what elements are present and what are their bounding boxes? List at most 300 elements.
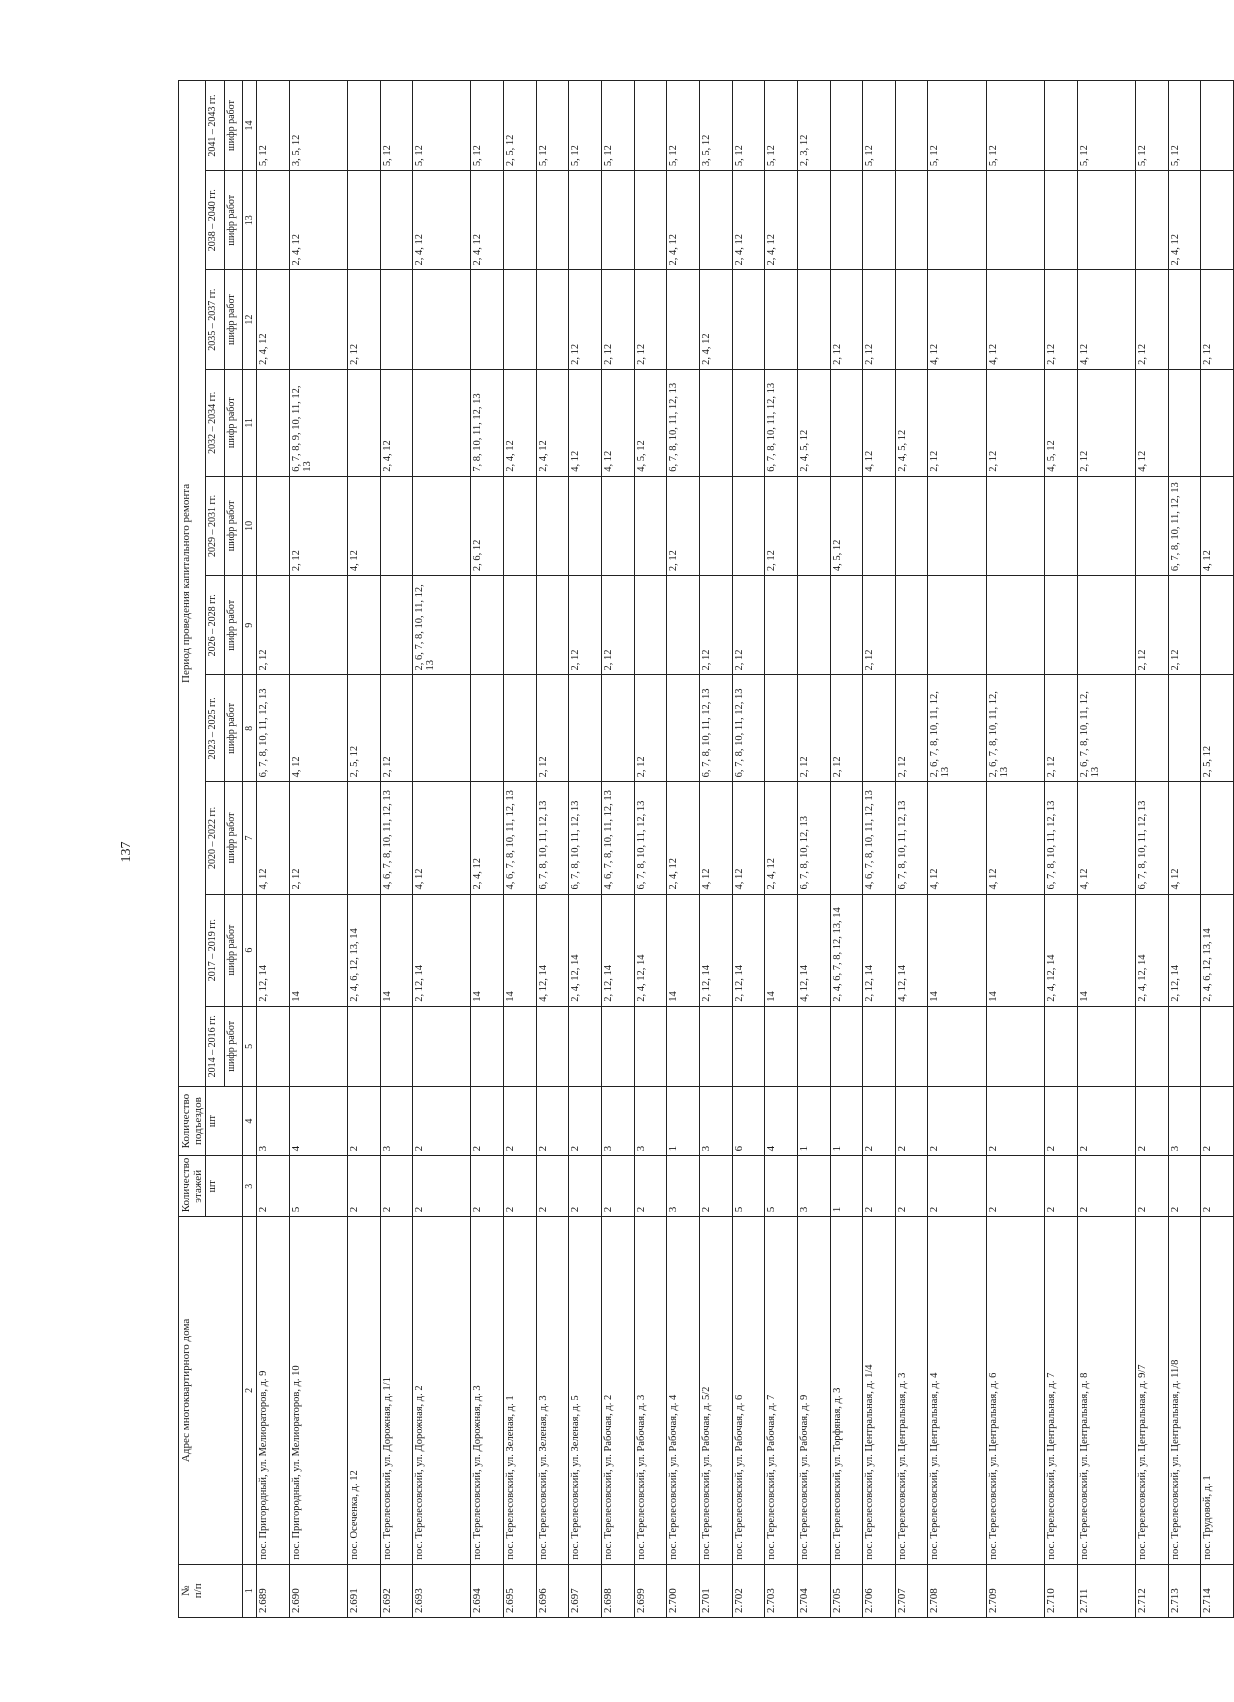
cell-works-2029-2031: 2, 12 xyxy=(289,476,347,575)
cell-floors: 2 xyxy=(699,1156,732,1217)
cell-works-2038-2040: 2, 4, 12 xyxy=(765,171,798,270)
cell-works-2032-2034: 4, 12 xyxy=(602,369,635,476)
cell-works-2014-2016 xyxy=(928,1006,986,1086)
cell-floors: 5 xyxy=(732,1156,765,1217)
cell-floors: 2 xyxy=(895,1156,928,1217)
cell-floors: 2 xyxy=(1201,1156,1234,1217)
header-work-code: шифр работ xyxy=(225,782,243,894)
cell-entrances: 6 xyxy=(732,1086,765,1155)
table-row xyxy=(504,81,537,1618)
column-number: 8 xyxy=(243,675,257,782)
cell-number: 2.702 xyxy=(732,1564,765,1617)
cell-number: 2.710 xyxy=(1045,1564,1078,1617)
cell-works-2041-2043: 5, 12 xyxy=(765,81,798,171)
cell-works-2035-2037 xyxy=(289,270,347,369)
cell-works-2017-2019: 2, 12, 14 xyxy=(732,894,765,1006)
cell-works-2023-2025 xyxy=(569,675,602,782)
cell-works-2023-2025: 2, 6, 7, 8, 10, 11, 12, 13 xyxy=(1077,675,1135,782)
cell-number: 2.693 xyxy=(413,1564,471,1617)
cell-works-2023-2025 xyxy=(765,675,798,782)
cell-works-2041-2043: 5, 12 xyxy=(471,81,504,171)
header-period-year: 2035 – 2037 гг. xyxy=(206,270,225,369)
cell-works-2026-2028 xyxy=(289,576,347,675)
cell-works-2041-2043: 2, 3, 12 xyxy=(797,81,830,171)
cell-works-2020-2022: 4, 6, 7, 8, 10, 11, 12, 13 xyxy=(602,782,635,894)
cell-entrances: 1 xyxy=(667,1086,700,1155)
cell-works-2017-2019: 2, 12, 14 xyxy=(699,894,732,1006)
header-entrances: Количество подъездов xyxy=(179,1086,206,1155)
header-period-year: 2032 – 2034 гг. xyxy=(206,369,225,476)
header-work-code: шифр работ xyxy=(225,81,243,171)
cell-works-2017-2019: 14 xyxy=(380,894,413,1006)
header-no: № п/п xyxy=(179,1564,243,1617)
cell-works-2029-2031 xyxy=(863,476,896,575)
cell-works-2014-2016 xyxy=(471,1006,504,1086)
cell-works-2023-2025: 2, 12 xyxy=(895,675,928,782)
cell-address: пос. Терелесовский, ул. Зеленая, д. 3 xyxy=(536,1217,569,1564)
cell-works-2017-2019: 14 xyxy=(1077,894,1135,1006)
cell-works-2029-2031 xyxy=(602,476,635,575)
cell-address: пос. Терелесовский, ул. Рабочая, д. 5/2 xyxy=(699,1217,732,1564)
cell-works-2029-2031 xyxy=(504,476,537,575)
cell-works-2023-2025: 2, 6, 7, 8, 10, 11, 12, 13 xyxy=(986,675,1044,782)
cell-works-2032-2034: 2, 12 xyxy=(928,369,986,476)
header-work-code: шифр работ xyxy=(225,576,243,675)
cell-works-2035-2037: 2, 12 xyxy=(863,270,896,369)
cell-works-2041-2043: 5, 12 xyxy=(413,81,471,171)
cell-address: пос. Трудовой, д. 1 xyxy=(1201,1217,1234,1564)
header-unit-floors: шт xyxy=(206,1156,243,1217)
cell-works-2032-2034: 2, 4, 12 xyxy=(504,369,537,476)
cell-works-2032-2034 xyxy=(699,369,732,476)
cell-entrances: 1 xyxy=(797,1086,830,1155)
cell-address: пос. Терелесовский, ул. Дорожная, д. 1/1 xyxy=(380,1217,413,1564)
cell-works-2023-2025 xyxy=(667,675,700,782)
cell-address: пос. Терелесовский, ул. Рабочая, д. 2 xyxy=(602,1217,635,1564)
cell-works-2017-2019: 2, 12, 14 xyxy=(1168,894,1201,1006)
cell-works-2041-2043 xyxy=(347,81,380,171)
cell-floors: 2 xyxy=(602,1156,635,1217)
cell-works-2020-2022: 6, 7, 8, 10, 11, 12, 13 xyxy=(634,782,667,894)
cell-entrances: 2 xyxy=(986,1086,1044,1155)
cell-works-2038-2040: 2, 4, 12 xyxy=(732,171,765,270)
cell-works-2020-2022: 4, 12 xyxy=(699,782,732,894)
cell-works-2035-2037: 2, 12 xyxy=(634,270,667,369)
cell-works-2014-2016 xyxy=(289,1006,347,1086)
cell-works-2020-2022: 2, 12 xyxy=(289,782,347,894)
cell-works-2038-2040 xyxy=(863,171,896,270)
cell-works-2041-2043 xyxy=(1201,81,1234,171)
cell-works-2023-2025 xyxy=(1135,675,1168,782)
cell-address: пос. Терелесовский, ул. Зеленая, д. 5 xyxy=(569,1217,602,1564)
table-row xyxy=(895,81,928,1618)
cell-entrances: 3 xyxy=(380,1086,413,1155)
cell-works-2041-2043: 2, 5, 12 xyxy=(504,81,537,171)
cell-floors: 2 xyxy=(1168,1156,1201,1217)
cell-works-2020-2022: 2, 4, 12 xyxy=(765,782,798,894)
cell-number: 2.708 xyxy=(928,1564,986,1617)
table-row xyxy=(1168,81,1201,1618)
column-number: 2 xyxy=(243,1217,257,1564)
cell-works-2014-2016 xyxy=(602,1006,635,1086)
cell-works-2029-2031: 2, 6, 12 xyxy=(471,476,504,575)
cell-works-2026-2028 xyxy=(536,576,569,675)
cell-works-2029-2031 xyxy=(797,476,830,575)
rotated-table-wrapper xyxy=(178,80,1234,1618)
table-row xyxy=(471,81,504,1618)
cell-works-2020-2022: 2, 4, 12 xyxy=(667,782,700,894)
cell-works-2017-2019: 4, 12, 14 xyxy=(797,894,830,1006)
table-row xyxy=(257,81,290,1618)
cell-works-2041-2043: 5, 12 xyxy=(569,81,602,171)
column-number: 7 xyxy=(243,782,257,894)
cell-works-2038-2040 xyxy=(797,171,830,270)
cell-works-2038-2040 xyxy=(1045,171,1078,270)
column-number: 3 xyxy=(243,1156,257,1217)
column-number: 10 xyxy=(243,476,257,575)
cell-works-2023-2025: 2, 12 xyxy=(536,675,569,782)
cell-address: пос. Терелесовский, ул. Центральная, д. 11/8 xyxy=(1168,1217,1201,1564)
column-number: 4 xyxy=(243,1086,257,1155)
header-period-year: 2041 – 2043 гг. xyxy=(206,81,225,171)
cell-works-2014-2016 xyxy=(1168,1006,1201,1086)
cell-number: 2.697 xyxy=(569,1564,602,1617)
cell-works-2029-2031 xyxy=(895,476,928,575)
cell-works-2038-2040 xyxy=(602,171,635,270)
cell-works-2035-2037 xyxy=(504,270,537,369)
cell-number: 2.694 xyxy=(471,1564,504,1617)
header-period-year: 2017 – 2019 гг. xyxy=(206,894,225,1006)
header-work-code: шифр работ xyxy=(225,894,243,1006)
table-row xyxy=(699,81,732,1618)
cell-works-2032-2034: 2, 4, 5, 12 xyxy=(797,369,830,476)
cell-works-2014-2016 xyxy=(895,1006,928,1086)
header-period-year: 2026 – 2028 гг. xyxy=(206,576,225,675)
capital-repair-table xyxy=(178,80,1234,1618)
cell-works-2035-2037 xyxy=(471,270,504,369)
cell-works-2017-2019: 14 xyxy=(289,894,347,1006)
cell-address: пос. Терелесовский, ул. Рабочая, д. 9 xyxy=(797,1217,830,1564)
cell-works-2026-2028 xyxy=(895,576,928,675)
cell-works-2014-2016 xyxy=(1201,1006,1234,1086)
cell-floors: 2 xyxy=(928,1156,986,1217)
page-number: 137 xyxy=(119,841,134,863)
cell-works-2020-2022: 6, 7, 8, 10, 11, 12, 13 xyxy=(1135,782,1168,894)
cell-works-2029-2031: 6, 7, 8, 10, 11, 12, 13 xyxy=(1168,476,1201,575)
cell-works-2023-2025: 2, 12 xyxy=(1045,675,1078,782)
table-row xyxy=(289,81,347,1618)
cell-works-2032-2034 xyxy=(347,369,380,476)
cell-works-2035-2037 xyxy=(895,270,928,369)
cell-number: 2.713 xyxy=(1168,1564,1201,1617)
cell-works-2029-2031 xyxy=(928,476,986,575)
cell-works-2020-2022: 6, 7, 8, 10, 12, 13 xyxy=(797,782,830,894)
cell-number: 2.700 xyxy=(667,1564,700,1617)
cell-works-2020-2022 xyxy=(830,782,863,894)
column-number: 5 xyxy=(243,1006,257,1086)
cell-works-2020-2022: 4, 12 xyxy=(257,782,290,894)
column-number: 13 xyxy=(243,171,257,270)
cell-works-2023-2025 xyxy=(413,675,471,782)
cell-works-2014-2016 xyxy=(765,1006,798,1086)
cell-works-2035-2037: 2, 12 xyxy=(347,270,380,369)
cell-works-2032-2034: 2, 12 xyxy=(1077,369,1135,476)
cell-number: 2.691 xyxy=(347,1564,380,1617)
cell-works-2032-2034: 4, 5, 12 xyxy=(1045,369,1078,476)
cell-entrances: 3 xyxy=(699,1086,732,1155)
cell-works-2014-2016 xyxy=(732,1006,765,1086)
cell-works-2041-2043 xyxy=(1045,81,1078,171)
cell-number: 2.707 xyxy=(895,1564,928,1617)
cell-address: пос. Терелесовский, ул. Дорожная, д. 3 xyxy=(471,1217,504,1564)
cell-works-2038-2040: 2, 4, 12 xyxy=(471,171,504,270)
cell-works-2029-2031 xyxy=(1135,476,1168,575)
cell-works-2026-2028 xyxy=(667,576,700,675)
cell-floors: 3 xyxy=(667,1156,700,1217)
table-row xyxy=(380,81,413,1618)
cell-works-2038-2040: 2, 4, 12 xyxy=(413,171,471,270)
cell-works-2038-2040: 2, 4, 12 xyxy=(289,171,347,270)
header-work-code: шифр работ xyxy=(225,369,243,476)
cell-works-2017-2019: 2, 12, 14 xyxy=(602,894,635,1006)
cell-number: 2.714 xyxy=(1201,1564,1234,1617)
cell-works-2035-2037: 2, 12 xyxy=(830,270,863,369)
header-floors: Количество этажей xyxy=(179,1156,206,1217)
cell-number: 2.698 xyxy=(602,1564,635,1617)
cell-works-2017-2019: 14 xyxy=(504,894,537,1006)
cell-address: пос. Пригородный, ул. Мелиораторов, д. 9 xyxy=(257,1217,290,1564)
header-unit-entrances: шт xyxy=(206,1086,243,1155)
cell-address: пос. Терелесовский, ул. Торфяная, д. 3 xyxy=(830,1217,863,1564)
cell-works-2014-2016 xyxy=(380,1006,413,1086)
cell-floors: 2 xyxy=(569,1156,602,1217)
cell-entrances: 2 xyxy=(1135,1086,1168,1155)
cell-works-2032-2034: 6, 7, 8, 9, 10, 11, 12, 13 xyxy=(289,369,347,476)
cell-works-2041-2043: 3, 5, 12 xyxy=(699,81,732,171)
cell-works-2017-2019: 2, 4, 6, 12, 13, 14 xyxy=(347,894,380,1006)
cell-works-2029-2031: 4, 12 xyxy=(347,476,380,575)
table-row xyxy=(536,81,569,1618)
cell-floors: 2 xyxy=(380,1156,413,1217)
table-row xyxy=(634,81,667,1618)
cell-works-2026-2028 xyxy=(634,576,667,675)
cell-works-2041-2043: 5, 12 xyxy=(1135,81,1168,171)
cell-address: пос. Терелесовский, ул. Зеленая, д. 1 xyxy=(504,1217,537,1564)
cell-entrances: 2 xyxy=(1077,1086,1135,1155)
cell-works-2041-2043: 5, 12 xyxy=(1168,81,1201,171)
cell-works-2014-2016 xyxy=(797,1006,830,1086)
cell-works-2038-2040 xyxy=(1077,171,1135,270)
cell-works-2017-2019: 2, 4, 12, 14 xyxy=(1135,894,1168,1006)
cell-works-2029-2031 xyxy=(380,476,413,575)
cell-works-2041-2043: 5, 12 xyxy=(536,81,569,171)
cell-works-2023-2025: 2, 12 xyxy=(830,675,863,782)
cell-works-2014-2016 xyxy=(536,1006,569,1086)
cell-works-2032-2034: 4, 5, 12 xyxy=(634,369,667,476)
cell-floors: 2 xyxy=(986,1156,1044,1217)
cell-works-2032-2034: 6, 7, 8, 10, 11, 12, 13 xyxy=(667,369,700,476)
cell-works-2029-2031: 2, 12 xyxy=(765,476,798,575)
cell-number: 2.692 xyxy=(380,1564,413,1617)
table-row xyxy=(1045,81,1078,1618)
cell-works-2020-2022 xyxy=(347,782,380,894)
cell-number: 2.709 xyxy=(986,1564,1044,1617)
cell-address: пос. Терелесовский, ул. Центральная, д. 4 xyxy=(928,1217,986,1564)
cell-works-2023-2025: 2, 5, 12 xyxy=(1201,675,1234,782)
cell-works-2035-2037: 4, 12 xyxy=(986,270,1044,369)
cell-works-2023-2025: 2, 12 xyxy=(380,675,413,782)
cell-works-2041-2043: 5, 12 xyxy=(863,81,896,171)
cell-works-2038-2040 xyxy=(347,171,380,270)
header-period: Период проведения капитального ремонта xyxy=(179,81,206,1087)
cell-works-2032-2034: 4, 12 xyxy=(1135,369,1168,476)
cell-number: 2.706 xyxy=(863,1564,896,1617)
cell-works-2035-2037 xyxy=(1168,270,1201,369)
column-number: 11 xyxy=(243,369,257,476)
cell-works-2041-2043: 3, 5, 12 xyxy=(289,81,347,171)
cell-entrances: 2 xyxy=(569,1086,602,1155)
table-row xyxy=(797,81,830,1618)
cell-works-2038-2040 xyxy=(569,171,602,270)
cell-works-2035-2037: 2, 4, 12 xyxy=(257,270,290,369)
cell-works-2023-2025: 6, 7, 8, 10, 11, 12, 13 xyxy=(699,675,732,782)
cell-works-2020-2022: 4, 12 xyxy=(732,782,765,894)
cell-works-2038-2040 xyxy=(504,171,537,270)
table-body xyxy=(257,81,1234,1618)
cell-works-2023-2025: 2, 12 xyxy=(797,675,830,782)
cell-number: 2.695 xyxy=(504,1564,537,1617)
header-work-code: шифр работ xyxy=(225,476,243,575)
cell-entrances: 2 xyxy=(347,1086,380,1155)
cell-address: пос. Терелесовский, ул. Центральная, д. 3 xyxy=(895,1217,928,1564)
cell-entrances: 3 xyxy=(257,1086,290,1155)
cell-address: пос. Осеченка, д. 12 xyxy=(347,1217,380,1564)
table-row xyxy=(667,81,700,1618)
cell-works-2035-2037: 2, 12 xyxy=(1045,270,1078,369)
cell-works-2023-2025: 2, 6, 7, 8, 10, 11, 12, 13 xyxy=(928,675,986,782)
cell-works-2032-2034: 4, 12 xyxy=(569,369,602,476)
cell-works-2038-2040 xyxy=(1201,171,1234,270)
cell-works-2023-2025: 6, 7, 8, 10, 11, 12, 13 xyxy=(257,675,290,782)
cell-works-2029-2031: 4, 12 xyxy=(1201,476,1234,575)
cell-works-2026-2028: 2, 12 xyxy=(863,576,896,675)
cell-works-2035-2037 xyxy=(413,270,471,369)
cell-works-2026-2028 xyxy=(347,576,380,675)
table-row xyxy=(863,81,896,1618)
cell-works-2023-2025 xyxy=(504,675,537,782)
cell-works-2014-2016 xyxy=(634,1006,667,1086)
cell-entrances: 2 xyxy=(1201,1086,1234,1155)
table-row xyxy=(732,81,765,1618)
cell-address: пос. Терелесовский, ул. Центральная, д. 8 xyxy=(1077,1217,1135,1564)
cell-works-2038-2040 xyxy=(699,171,732,270)
cell-works-2020-2022: 4, 12 xyxy=(413,782,471,894)
cell-works-2032-2034: 6, 7, 8, 10, 11, 12, 13 xyxy=(765,369,798,476)
cell-works-2014-2016 xyxy=(830,1006,863,1086)
cell-floors: 5 xyxy=(289,1156,347,1217)
cell-address: пос. Терелесовский, ул. Центральная, д. 9/7 xyxy=(1135,1217,1168,1564)
cell-works-2026-2028: 2, 12 xyxy=(1135,576,1168,675)
cell-works-2017-2019: 2, 4, 12, 14 xyxy=(634,894,667,1006)
cell-works-2029-2031 xyxy=(634,476,667,575)
cell-works-2026-2028: 2, 12 xyxy=(602,576,635,675)
cell-works-2035-2037 xyxy=(380,270,413,369)
cell-address: пос. Терелесовский, ул. Центральная, д. 7 xyxy=(1045,1217,1078,1564)
cell-entrances: 4 xyxy=(765,1086,798,1155)
cell-works-2032-2034 xyxy=(830,369,863,476)
cell-works-2026-2028: 2, 12 xyxy=(1168,576,1201,675)
table-row xyxy=(602,81,635,1618)
column-number: 12 xyxy=(243,270,257,369)
cell-works-2017-2019: 2, 12, 14 xyxy=(413,894,471,1006)
cell-works-2023-2025: 2, 12 xyxy=(634,675,667,782)
header-work-code: шифр работ xyxy=(225,1006,243,1086)
cell-works-2026-2028 xyxy=(380,576,413,675)
cell-works-2026-2028 xyxy=(504,576,537,675)
cell-works-2014-2016 xyxy=(569,1006,602,1086)
cell-works-2017-2019: 4, 12, 14 xyxy=(536,894,569,1006)
table-row xyxy=(413,81,471,1618)
cell-works-2035-2037: 4, 12 xyxy=(1077,270,1135,369)
cell-number: 2.705 xyxy=(830,1564,863,1617)
cell-works-2014-2016 xyxy=(667,1006,700,1086)
cell-floors: 3 xyxy=(797,1156,830,1217)
header-period-year: 2020 – 2022 гг. xyxy=(206,782,225,894)
cell-entrances: 1 xyxy=(830,1086,863,1155)
cell-number: 2.712 xyxy=(1135,1564,1168,1617)
cell-works-2026-2028 xyxy=(765,576,798,675)
cell-works-2026-2028 xyxy=(471,576,504,675)
cell-works-2035-2037 xyxy=(732,270,765,369)
cell-works-2020-2022: 4, 6, 7, 8, 10, 11, 12, 13 xyxy=(504,782,537,894)
header-period-year: 2029 – 2031 гг. xyxy=(206,476,225,575)
cell-works-2035-2037: 2, 12 xyxy=(569,270,602,369)
cell-works-2020-2022: 2, 4, 12 xyxy=(471,782,504,894)
cell-address: пос. Терелесовский, ул. Дорожная, д. 2 xyxy=(413,1217,471,1564)
cell-floors: 2 xyxy=(471,1156,504,1217)
cell-floors: 2 xyxy=(1077,1156,1135,1217)
cell-address: пос. Терелесовский, ул. Рабочая, д. 4 xyxy=(667,1217,700,1564)
cell-entrances: 4 xyxy=(289,1086,347,1155)
cell-works-2035-2037: 2, 12 xyxy=(602,270,635,369)
cell-works-2035-2037 xyxy=(667,270,700,369)
cell-works-2026-2028: 2, 12 xyxy=(257,576,290,675)
cell-works-2026-2028 xyxy=(1045,576,1078,675)
header-work-code: шифр работ xyxy=(225,270,243,369)
cell-number: 2.701 xyxy=(699,1564,732,1617)
cell-number: 2.711 xyxy=(1077,1564,1135,1617)
cell-number: 2.704 xyxy=(797,1564,830,1617)
cell-address: пос. Пригородный, ул. Мелиораторов, д. 10 xyxy=(289,1217,347,1564)
cell-works-2038-2040: 2, 4, 12 xyxy=(1168,171,1201,270)
cell-works-2017-2019: 2, 4, 12, 14 xyxy=(569,894,602,1006)
cell-works-2014-2016 xyxy=(413,1006,471,1086)
cell-works-2035-2037: 4, 12 xyxy=(928,270,986,369)
header-work-code: шифр работ xyxy=(225,675,243,782)
cell-entrances: 2 xyxy=(536,1086,569,1155)
cell-works-2038-2040 xyxy=(380,171,413,270)
cell-works-2026-2028: 2, 12 xyxy=(569,576,602,675)
cell-works-2041-2043: 5, 12 xyxy=(380,81,413,171)
cell-address: пос. Терелесовский, ул. Рабочая, д. 7 xyxy=(765,1217,798,1564)
cell-works-2026-2028: 2, 12 xyxy=(699,576,732,675)
cell-floors: 2 xyxy=(536,1156,569,1217)
cell-works-2017-2019: 14 xyxy=(928,894,986,1006)
cell-works-2020-2022 xyxy=(1201,782,1234,894)
cell-works-2032-2034: 2, 4, 5, 12 xyxy=(895,369,928,476)
cell-works-2035-2037: 2, 12 xyxy=(1201,270,1234,369)
cell-works-2017-2019: 14 xyxy=(667,894,700,1006)
